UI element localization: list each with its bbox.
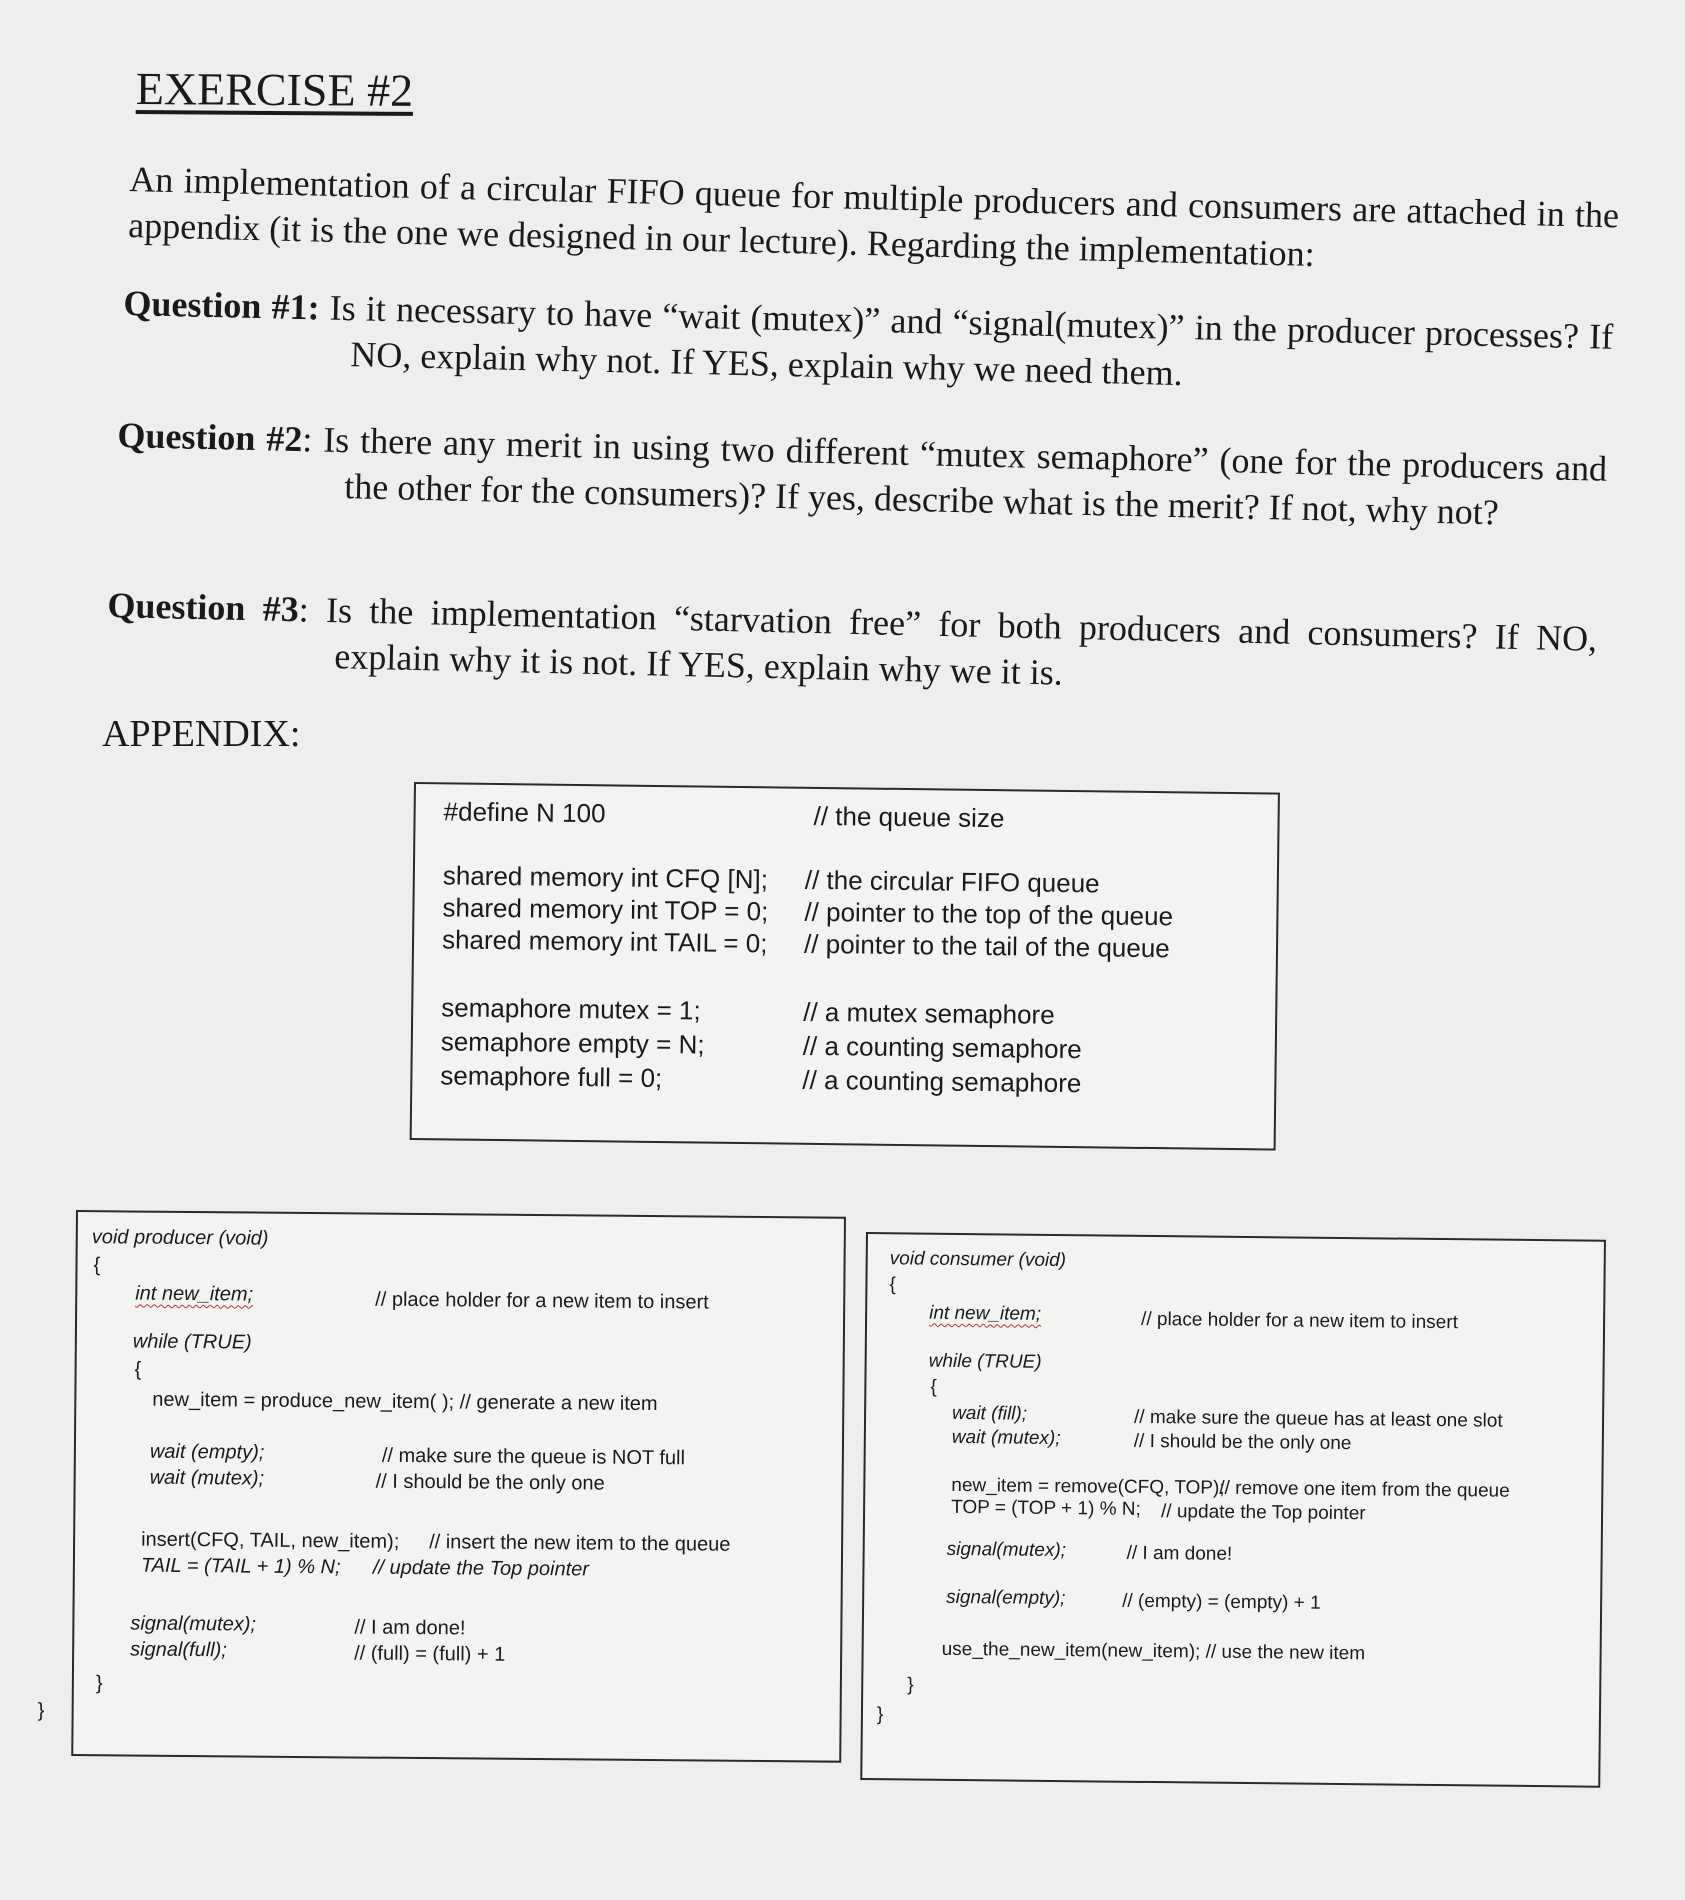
question-2	[116, 412, 1608, 538]
consumer-loop: while (TRUE)	[928, 1350, 1042, 1373]
producer-tail-update: TAIL = (TAIL + 1) % N;	[140, 1554, 341, 1579]
decl-comment: // a mutex semaphore	[803, 996, 1055, 1030]
consumer-signal-empty-comment: // (empty) = (empty) + 1	[1122, 1590, 1321, 1614]
producer-loop-open: {	[134, 1358, 142, 1381]
decl-comment: // the circular FIFO queue	[804, 864, 1100, 899]
question-3-text: : Is the implementation “starvation free” for both producers and consumers? If NO, explain why it is not. If YES, explain why we it is.	[298, 589, 1598, 693]
consumer-use-text: use_the_new_item(new_item); // use the new item	[941, 1638, 1366, 1665]
consumer-signal-mutex: signal(mutex);	[946, 1538, 1067, 1562]
producer-var-decl-text: int new_item;	[135, 1282, 254, 1306]
consumer-remove-comment: // remove one item from the queue	[1219, 1477, 1510, 1502]
consumer-loop-close: }	[907, 1674, 914, 1696]
producer-signal-full: signal(full);	[130, 1638, 227, 1662]
producer-wait-mutex-comment: // I should be the only one	[375, 1470, 605, 1495]
consumer-var-decl	[929, 1303, 1041, 1326]
producer-insert: insert(CFQ, TAIL, new_item);	[141, 1528, 400, 1553]
question-2-label: Question #2	[117, 414, 303, 460]
exercise-title: EXERCISE #2	[135, 62, 414, 116]
question-2-text: : Is there any merit in using two different “mutex semaphore” (one for the producers and the other for the consumers)? If yes, describe what is the merit? If not, why not?	[301, 419, 1608, 533]
producer-code-box	[37, 1210, 846, 1763]
producer-var-decl	[135, 1283, 253, 1307]
question-1	[122, 280, 1614, 406]
consumer-signature: void consumer (void)	[889, 1248, 1067, 1272]
producer-open-brace: {	[93, 1254, 101, 1277]
consumer-code-box	[860, 1232, 1606, 1788]
consumer-open-brace: {	[889, 1274, 896, 1296]
consumer-wait-mutex-comment: // I should be the only one	[1133, 1430, 1352, 1455]
producer-produce-line: new_item = produce_new_item( ); // generate a new item	[152, 1388, 658, 1416]
consumer-top-update: TOP = (TOP + 1) % N;	[951, 1496, 1141, 1520]
consumer-var-decl-text: int new_item;	[929, 1302, 1042, 1325]
producer-wait-empty: wait (empty);	[149, 1440, 265, 1464]
question-3-label: Question #3	[107, 584, 300, 630]
producer-var-comment: // place holder for a new item to insert	[375, 1288, 709, 1314]
producer-insert-comment: // insert the new item to the queue	[429, 1531, 731, 1556]
intro-paragraph: An implementation of a circular FIFO queue for multiple producers and consumers are attached in the appendix (it is the one we designed in our lecture). Regarding the implementation:	[127, 158, 1620, 274]
producer-loop-close: }	[95, 1672, 103, 1695]
decl-comment: // pointer to the tail of the queue	[803, 928, 1170, 964]
decl-comment: // a counting semaphore	[802, 1030, 1082, 1065]
consumer-signal-mutex-comment: // I am done!	[1126, 1542, 1233, 1565]
producer-wait-empty-comment: // make sure the queue is NOT full	[381, 1444, 686, 1470]
producer-close-brace: }	[37, 1699, 45, 1722]
decl-code: #define N 100	[443, 796, 606, 829]
consumer-wait-full: wait (fill);	[951, 1402, 1028, 1425]
consumer-remove: new_item = remove(CFQ, TOP);	[951, 1474, 1225, 1499]
decl-code: shared memory int CFQ [N];	[442, 860, 769, 895]
consumer-loop-open: {	[930, 1376, 937, 1398]
question-1-text: Is it necessary to have “wait (mutex)” and “signal(mutex)” in the producer processes? If NO, explain why not. If YES, explain why we need them.	[329, 287, 1614, 394]
consumer-top-update-comment: // update the Top pointer	[1160, 1501, 1366, 1525]
producer-loop: while (TRUE)	[132, 1330, 252, 1354]
decl-comment: // a counting semaphore	[802, 1064, 1082, 1099]
consumer-use-line	[942, 1639, 1366, 1665]
decl-comment: // pointer to the top of the queue	[804, 896, 1174, 932]
decl-code: semaphore mutex = 1;	[441, 992, 701, 1026]
question-1-label: Question #1:	[123, 282, 321, 328]
producer-tail-update-comment: // update the Top pointer	[372, 1556, 590, 1581]
consumer-wait-full-comment: // make sure the queue has at least one slot	[1133, 1406, 1503, 1432]
decl-code: semaphore empty = N;	[440, 1026, 705, 1060]
producer-signature: void producer (void)	[91, 1226, 269, 1250]
decl-code: semaphore full = 0;	[440, 1060, 663, 1094]
consumer-close-brace: }	[876, 1704, 884, 1726]
consumer-signal-empty: signal(empty);	[946, 1586, 1066, 1610]
decl-code: shared memory int TAIL = 0;	[441, 924, 768, 959]
appendix-label: APPENDIX:	[102, 713, 301, 755]
decl-comment: // the queue size	[813, 800, 1005, 834]
declarations-box	[410, 782, 1280, 1151]
producer-wait-mutex: wait (mutex);	[149, 1466, 265, 1490]
question-3	[106, 582, 1598, 708]
decl-code: shared memory int TOP = 0;	[442, 892, 769, 927]
consumer-var-comment: // place holder for a new item to insert	[1140, 1308, 1459, 1334]
producer-signal-full-comment: // (full) = (full) + 1	[354, 1642, 506, 1666]
producer-signal-mutex: signal(mutex);	[130, 1612, 257, 1636]
consumer-wait-mutex: wait (mutex);	[951, 1426, 1061, 1450]
producer-signal-mutex-comment: // I am done!	[354, 1616, 466, 1640]
